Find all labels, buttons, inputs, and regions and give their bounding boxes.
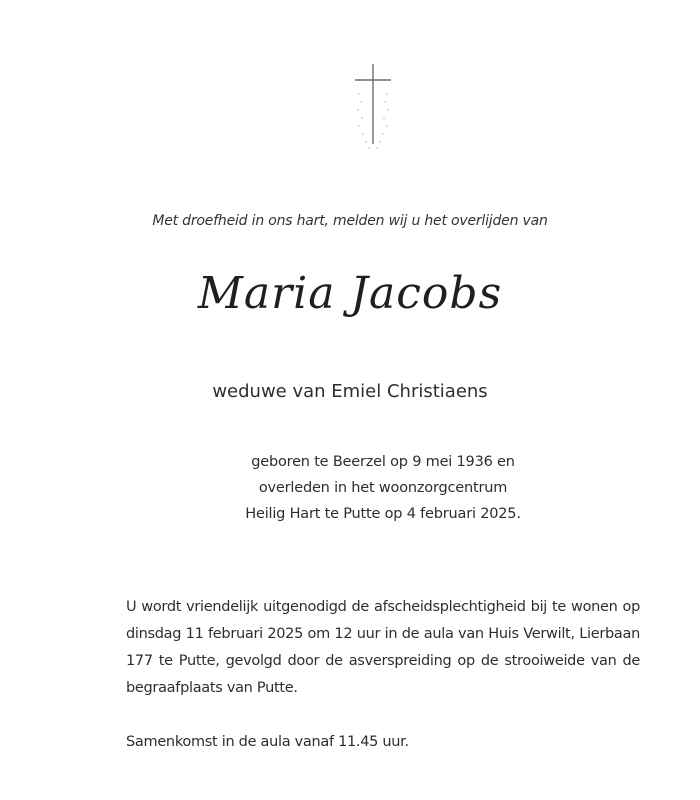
intro-text: Met droefheid in ons hart, melden wij u het overlijden van bbox=[152, 213, 548, 229]
detail-line: geboren te Beerzel op 9 mei 1936 en bbox=[251, 454, 515, 470]
cross-icon bbox=[351, 60, 395, 156]
widow-line: weduwe van Emiel Christiaens bbox=[212, 381, 488, 402]
detail-line: overleden in het woonzorgcentrum bbox=[258, 480, 508, 496]
detail-line: Heilig Hart te Putte op 4 februari 2025. bbox=[245, 506, 521, 522]
invitation-paragraph: U wordt vriendelijk uitgenodigd de afscheidsplechtigheid bij te wonen op dinsdag 11 februari 2025 om 12 uur in de aula van Huis Verwilt, Lierbaan 177 te Putte, gevolgd door de asverspreiding op de strooiweide van de begraafplaats van Putte. bbox=[126, 599, 640, 696]
deceased-name: Maria Jacobs bbox=[197, 268, 503, 319]
gathering-note: Samenkomst in de aula vanaf 11.45 uur. bbox=[126, 734, 409, 750]
birth-death-details bbox=[0, 449, 700, 527]
